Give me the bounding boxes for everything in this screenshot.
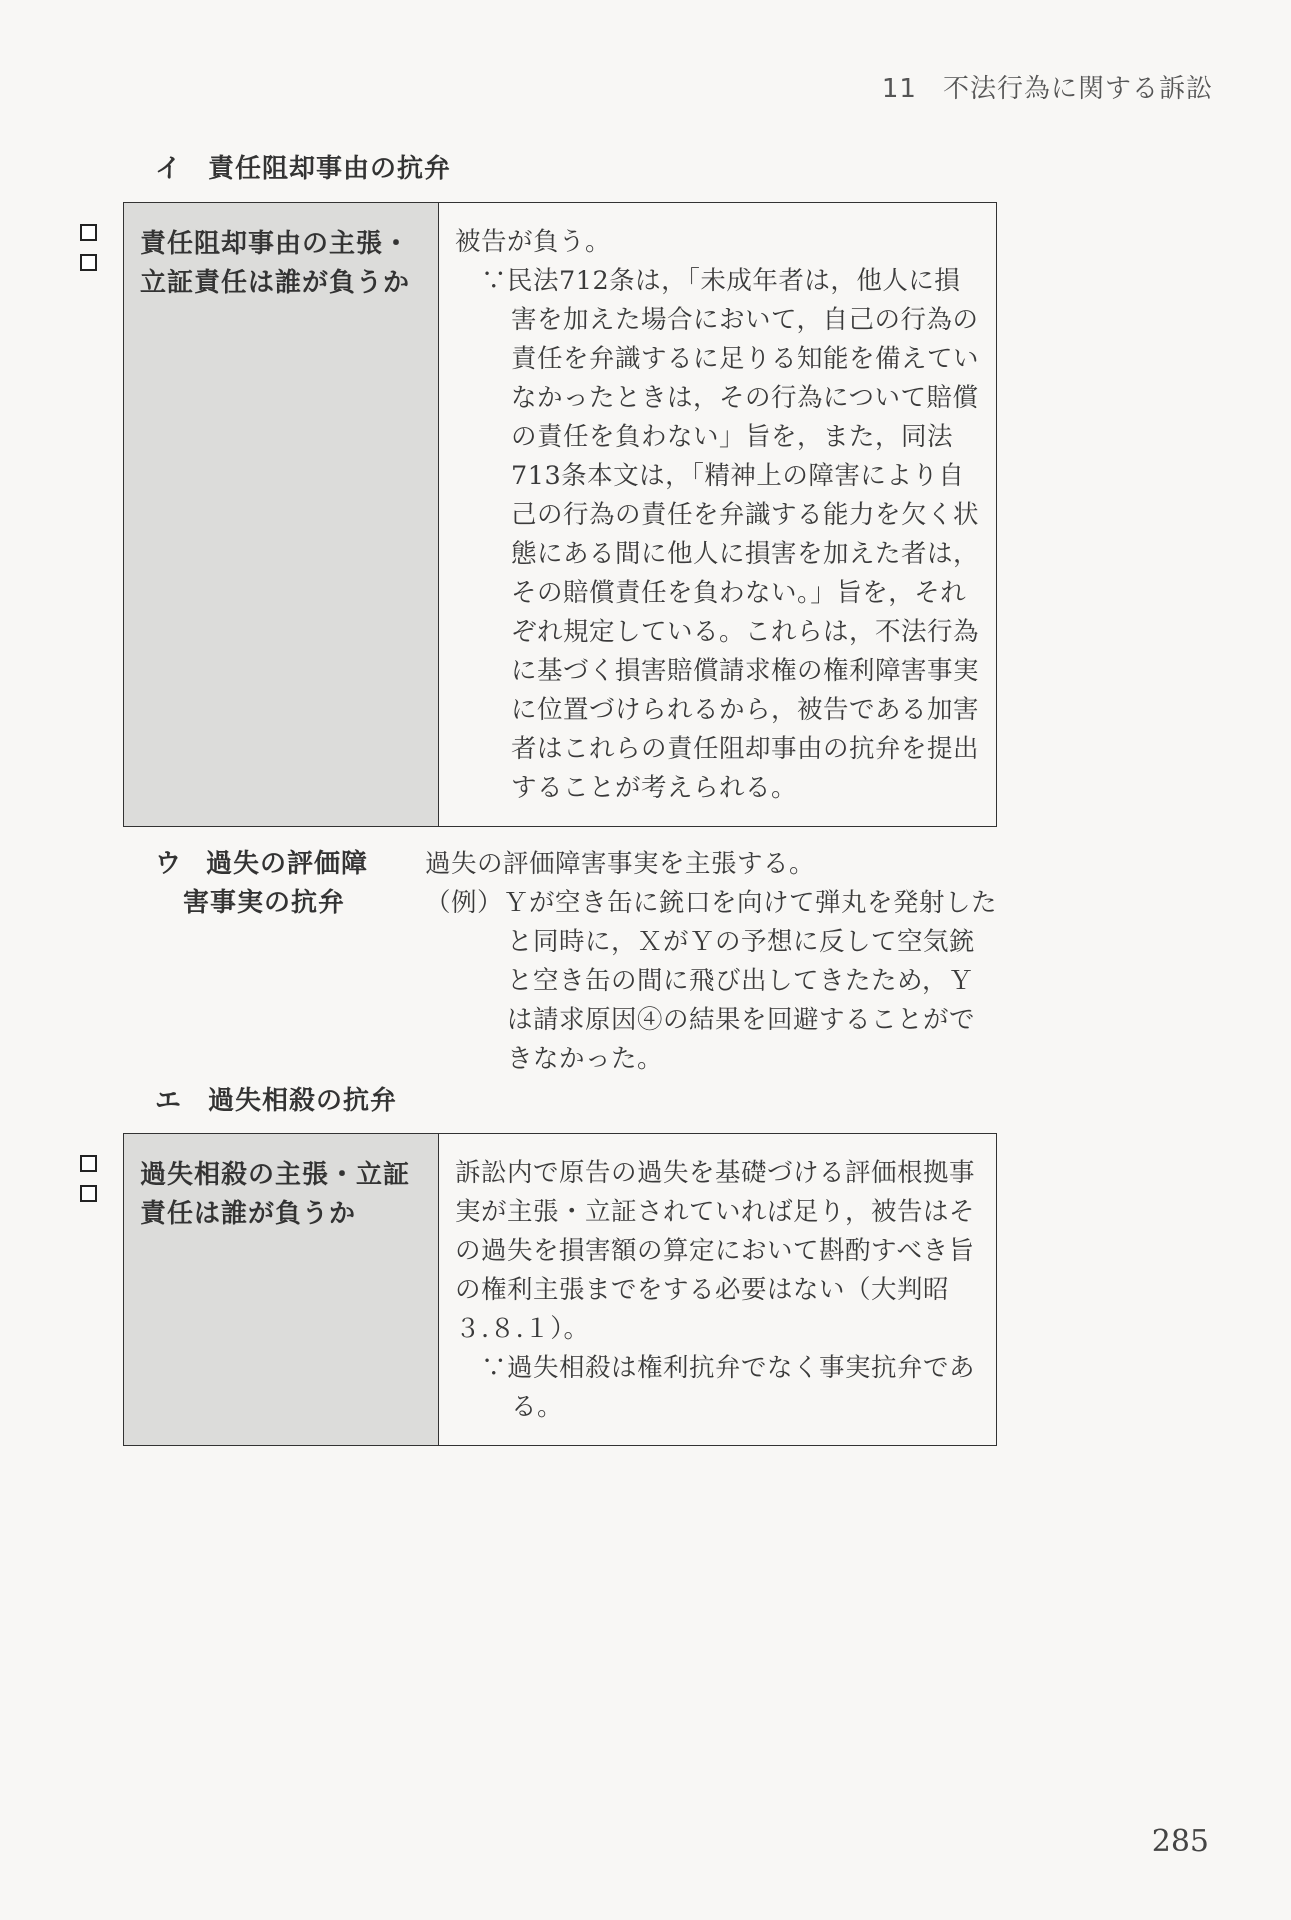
review-checkbox[interactable] [80, 1155, 97, 1172]
checkbox-group-1 [80, 224, 100, 284]
section-heading-u [155, 845, 405, 923]
section-u-body [425, 845, 997, 1079]
question-cell: 責任阻却事由の主張・立証責任は誰が負うか [124, 203, 439, 827]
answer-cell [439, 1134, 997, 1446]
chapter-title: 不法行為に関する訴訟 [942, 74, 1213, 104]
review-checkbox[interactable] [80, 1185, 97, 1202]
example-text: （例）Ｙが空き缶に銃口を向けて弾丸を発射したと同時に，ＸがＹの予想に反して空気銃と空き缶の間に飛び出してきたため，Ｙは請求原因④の結果を回避することができなかった。 [425, 888, 998, 1074]
answer-reason: ∵過失相殺は権利抗弁でなく事実抗弁である。 [481, 1353, 976, 1422]
body-lead: 過失の評価障害事実を主張する。 [425, 849, 816, 879]
section-title-line2: 害事実の抗弁 [183, 888, 346, 918]
section-title: 責任阻却事由の抗弁 [208, 154, 452, 184]
qa-table-comparative-negligence [123, 1133, 997, 1446]
answer-cell [439, 203, 997, 827]
section-heading-e [155, 1080, 397, 1117]
section-mark: エ [155, 1086, 183, 1116]
page-number: 285 [1151, 1824, 1209, 1859]
checkbox-group-2 [80, 1155, 100, 1215]
running-header [882, 68, 1213, 105]
answer-lead: 被告が負う。 [455, 227, 612, 257]
section-heading-i [155, 148, 451, 185]
qa-table-responsibility [123, 202, 997, 827]
chapter-number: 11 [881, 74, 917, 104]
section-mark: ウ [155, 849, 183, 879]
section-title: 過失相殺の抗弁 [208, 1086, 398, 1116]
question-cell: 過失相殺の主張・立証責任は誰が負うか [124, 1134, 439, 1446]
answer-reason: ∵民法712条は，「未成年者は，他人に損害を加えた場合において，自己の行為の責任を弁識するに足りる知能を備えていなかったときは，その行為について賠償の責任を負わない」旨を，また，同法713条本文は，「精神上の障害により自己の行為の責任を弁識する能力を欠く状態にある間に他人に損害を加えた者は，その賠償責任を負わない。」旨を，それぞれ規定している。これらは，不法行為に基づく損害賠償請求権の権利障害事実に位置づけられるから，被告である加害者はこれらの責任阻却事由の抗弁を提出することが考えられる。 [481, 266, 980, 803]
review-checkbox[interactable] [80, 254, 97, 271]
review-checkbox[interactable] [80, 224, 97, 241]
section-title-line1: 過失の評価障 [206, 849, 369, 879]
answer-lead: 訴訟内で原告の過失を基礎づける評価根拠事実が主張・立証されていれば足り，被告はその過失を損害額の算定において斟酌すべき旨の権利主張までをする必要はない（大判昭３.８.１）。 [455, 1158, 976, 1344]
section-mark: イ [155, 154, 183, 184]
